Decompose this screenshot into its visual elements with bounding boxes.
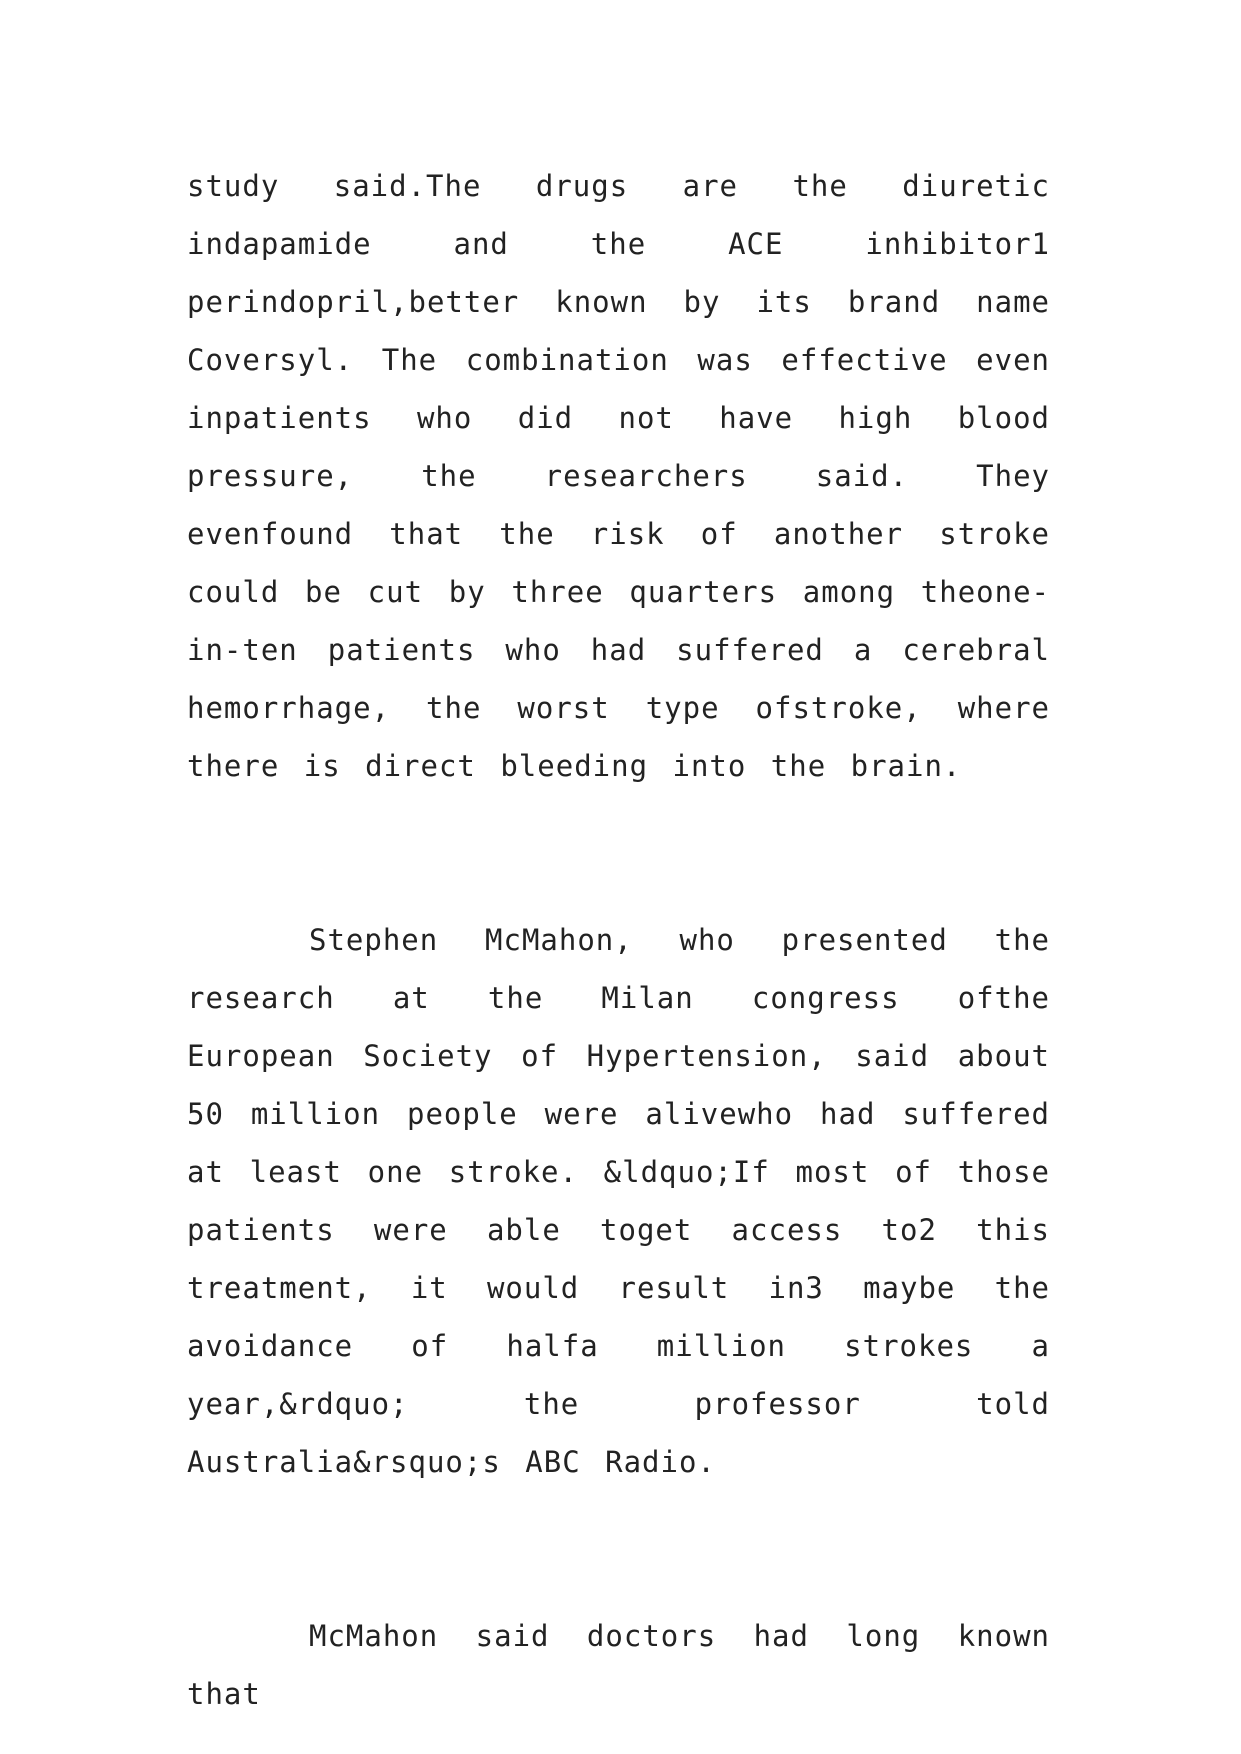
document-body — [187, 157, 1050, 1723]
paragraph-spacer — [187, 1491, 1050, 1607]
paragraph-3: McMahon said doctors had long known that — [187, 1619, 1050, 1711]
paragraph-2: Stephen McMahon, who presented the research at the Milan congress ofthe European Society of Hypertension, said about 50 million people were alivewho had suffered at least one stroke. &ldquo;If most of those patients were able toget access to2 this treatment, it would result in3 maybe the avoidance of halfa million strokes a year,&rdquo; the professor told Australia&rsquo;s ABC Radio. — [187, 923, 1050, 1479]
paragraph-1: study said.The drugs are the diuretic indapamide and the ACE inhibitor1 perindopril,better known by its brand name Coversyl. The combination was effective even inpatients who did not have high blood pressure, the researchers said. They evenfound that the risk of another stroke could be cut by three quarters among theone-in-ten patients who had suffered a cerebral hemorrhage, the worst type ofstroke, where there is direct bleeding into the brain. — [187, 169, 1050, 783]
paragraph-spacer — [187, 795, 1050, 911]
